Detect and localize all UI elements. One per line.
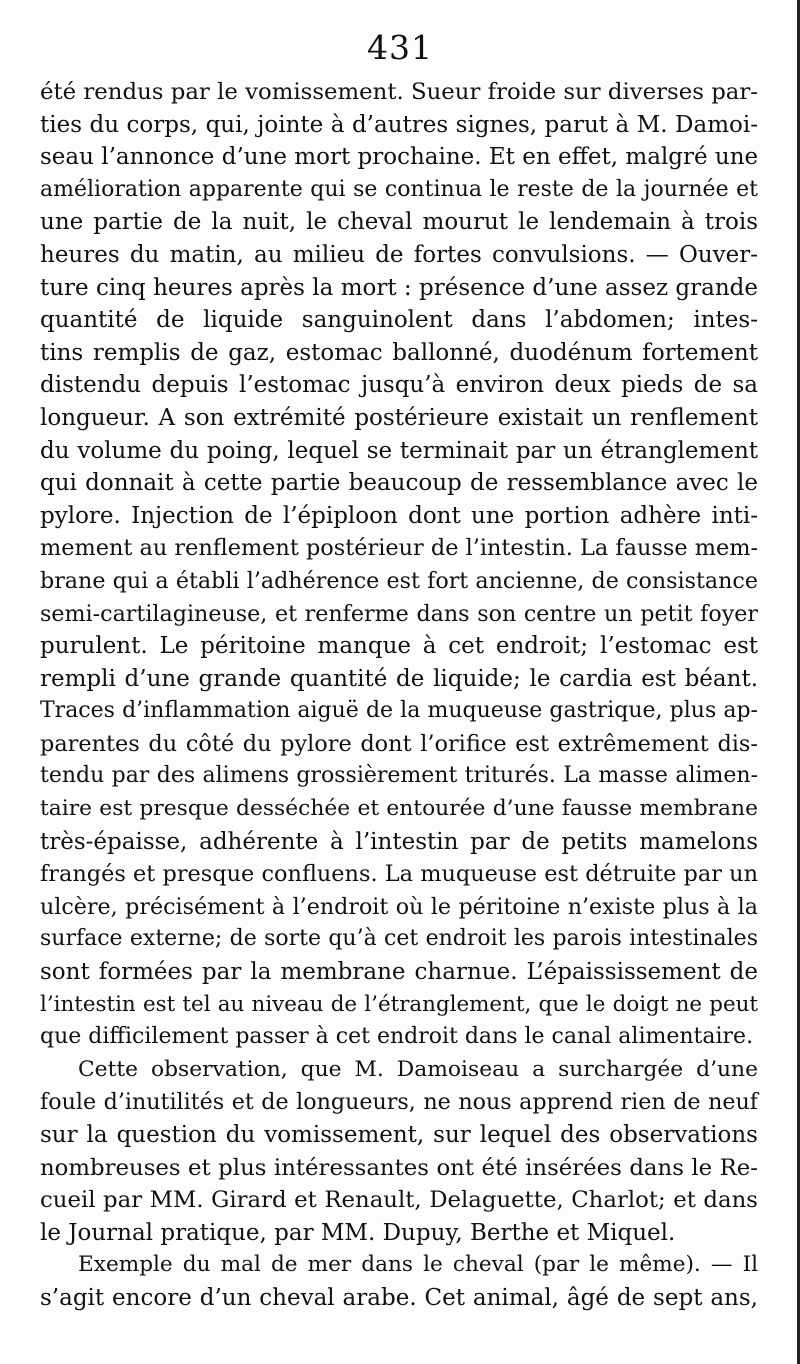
- text-line: cueil par MM. Girard et Renault, Delaguette, Charlot; et dans: [40, 1187, 758, 1214]
- text-line: surface externe; de sorte qu’à cet endroit les parois intestinales: [40, 926, 758, 952]
- text-line: taire est presque desséchée et entourée d’une fausse membrane: [40, 796, 758, 822]
- text-line: sur la question du vomissement, sur lequel des observations: [40, 1122, 758, 1148]
- text-line: le Journal pratique, par MM. Dupuy, Berthe et Miquel.: [40, 1219, 676, 1246]
- text-line: qui donnait à cette partie beaucoup de ressemblance avec le: [40, 470, 758, 497]
- text-line: tendu par des alimens grossièrement triturés. La masse alimen-: [40, 763, 758, 789]
- text-line: distendu depuis l’estomac jusqu’à environ deux pieds de sa: [40, 372, 758, 399]
- text-line: très-épaisse, adhérente à l’intestin par de petits mamelons: [40, 828, 758, 855]
- text-line: Traces d’inflammation aiguë de la muqueuse gastrique, plus ap-: [40, 698, 758, 724]
- text-line: tins remplis de gaz, estomac ballonné, duodénum fortement: [40, 339, 758, 366]
- text-line: une partie de la nuit, le cheval mourut le lendemain à trois: [40, 209, 758, 236]
- section-start-line: Exemple du mal de mer dans le cheval (par le même). — Il: [78, 1252, 758, 1278]
- text-line: heures du matin, au milieu de fortes convulsions. — Ouver-: [40, 241, 758, 268]
- text-line: s’agit encore d’un cheval arabe. Cet animal, âgé de sept ans,: [40, 1284, 758, 1311]
- text-line: foule d’inutilités et de longueurs, ne nous apprend rien de neuf: [40, 1089, 758, 1116]
- text-line: amélioration apparente qui se continua le reste de la journée et: [40, 176, 758, 202]
- page-number: 431: [367, 28, 433, 67]
- text-line: frangés et presque confluens. La muqueuse est détruite par un: [40, 861, 758, 888]
- text-line: purulent. Le péritoine manque à cet endroit; l’estomac est: [40, 633, 758, 660]
- text-line: parentes du côté du pylore dont l’orifice est extrêmement dis-: [40, 730, 758, 757]
- text-line: seau l’annonce d’une mort prochaine. Et en effet, malgré une: [40, 144, 759, 171]
- text-line: été rendus par le vomissement. Sueur froide sur diverses par-: [40, 79, 758, 105]
- text-line: quantité de liquide sanguinolent dans l’abdomen; intes-: [40, 307, 758, 334]
- paragraph-start-line: Cette observation, que M. Damoiseau a surchargée d’une: [78, 1056, 758, 1082]
- text-line: ulcère, précisément à l’endroit où le péritoine n’existe plus à la: [40, 893, 758, 920]
- text-line: rempli d’une grande quantité de liquide; le cardia est béant.: [40, 665, 758, 692]
- text-line: ties du corps, qui, jointe à d’autres signes, parut à M. Damoi-: [40, 111, 758, 138]
- text-line: du volume du poing, lequel se terminait par un étranglement: [40, 437, 758, 464]
- text-line: longueur. A son extrémité postérieure existait un renflement: [40, 404, 758, 431]
- body-text: [40, 76, 758, 1315]
- text-line: nombreuses et plus intéressantes ont été insérées dans le Re-: [40, 1154, 758, 1181]
- text-line: que difficilement passer à cet endroit dans le canal alimentaire.: [40, 1024, 754, 1050]
- text-line: semi-cartilagineuse, et renferme dans son centre un petit foyer: [40, 600, 758, 627]
- text-line: mement au renflement postérieur de l’intestin. La fausse mem-: [40, 535, 759, 562]
- text-line: sont formées par la membrane charnue. L’épaississement de: [40, 959, 758, 986]
- text-line: l’intestin est tel au niveau de l’étranglement, que le doigt ne peut: [40, 991, 758, 1017]
- text-line: ture cinq heures après la mort : présence d’une assez grande: [40, 274, 758, 301]
- text-line: brane qui a établi l’adhérence est fort ancienne, de consistance: [40, 567, 758, 594]
- text-line: pylore. Injection de l’épiploon dont une portion adhère inti-: [40, 502, 758, 529]
